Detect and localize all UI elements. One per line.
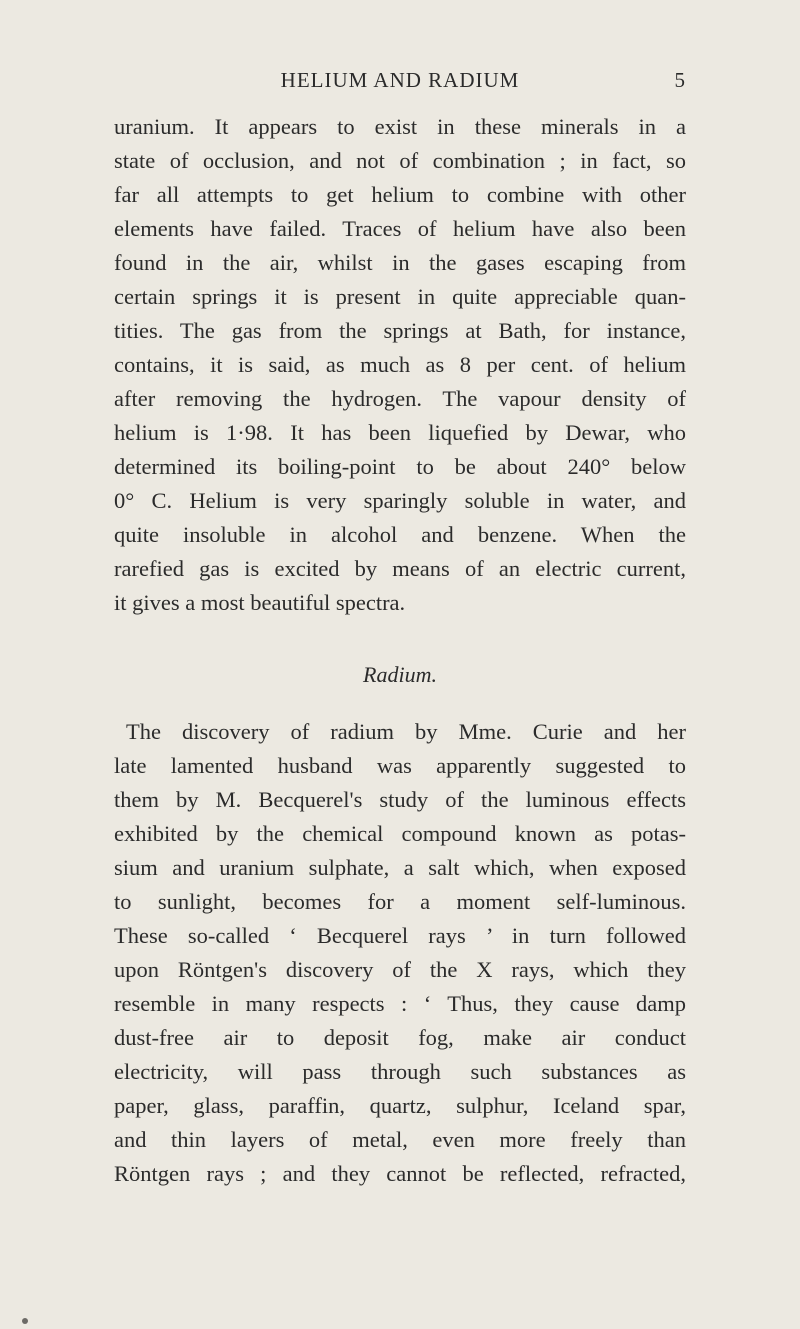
text-line: These so-called ‘ Becquerel rays ’ in turn followed [114,923,686,948]
text-line: quite insoluble in alcohol and benzene. When the [114,522,686,547]
text-line: rarefied gas is excited by means of an electric current, [114,556,686,581]
text-line: resemble in many respects : ‘ Thus, they cause damp [114,991,686,1016]
text-line: upon Röntgen's discovery of the X rays, which they [114,957,686,982]
text-line: late lamented husband was apparently suggested to [114,753,686,778]
text-line: exhibited by the chemical compound known as potas- [114,821,686,846]
text-line: tities. The gas from the springs at Bath, for instance, [114,318,686,343]
text-line: and thin layers of metal, even more freely than [114,1127,686,1152]
text-line: dust-free air to deposit fog, make air conduct [114,1025,686,1050]
text-line: to sunlight, becomes for a moment self-luminous. [114,889,686,914]
text-line: Röntgen rays ; and they cannot be reflected, refracted, [114,1161,686,1186]
text-line: paper, glass, paraffin, quartz, sulphur, Iceland spar, [114,1093,686,1118]
text-line: The discovery of radium by Mme. Curie and her [126,719,686,744]
text-line: electricity, will pass through such substances as [114,1059,686,1084]
text-line: them by M. Becquerel's study of the luminous effects [114,787,686,812]
text-line: it gives a most beautiful spectra. [114,590,406,615]
text-line: uranium. It appears to exist in these minerals in a [114,114,686,139]
running-head [118,64,686,100]
text-line: 0° C. Helium is very sparingly soluble in water, and [114,488,686,513]
text-line: state of occlusion, and not of combination ; in fact, so [114,148,686,173]
text-line: found in the air, whilst in the gases escaping from [114,250,686,275]
text-line: sium and uranium sulphate, a salt which, when exposed [114,855,686,880]
section-heading-radium: Radium. [363,662,437,687]
text-line: far all attempts to get helium to combine with other [114,182,686,207]
ink-speck [22,1318,28,1324]
page-number: 5 [674,68,686,92]
text-line: elements have failed. Traces of helium have also been [114,216,686,241]
text-line: certain springs it is present in quite appreciable quan- [114,284,686,309]
text-line: determined its boiling-point to be about 240° below [114,454,686,479]
text-line: helium is 1·98. It has been liquefied by Dewar, who [114,420,686,445]
text-line: after removing the hydrogen. The vapour density of [114,386,686,411]
running-title: HELIUM AND RADIUM [280,68,520,92]
text-line: contains, it is said, as much as 8 per cent. of helium [114,352,686,377]
